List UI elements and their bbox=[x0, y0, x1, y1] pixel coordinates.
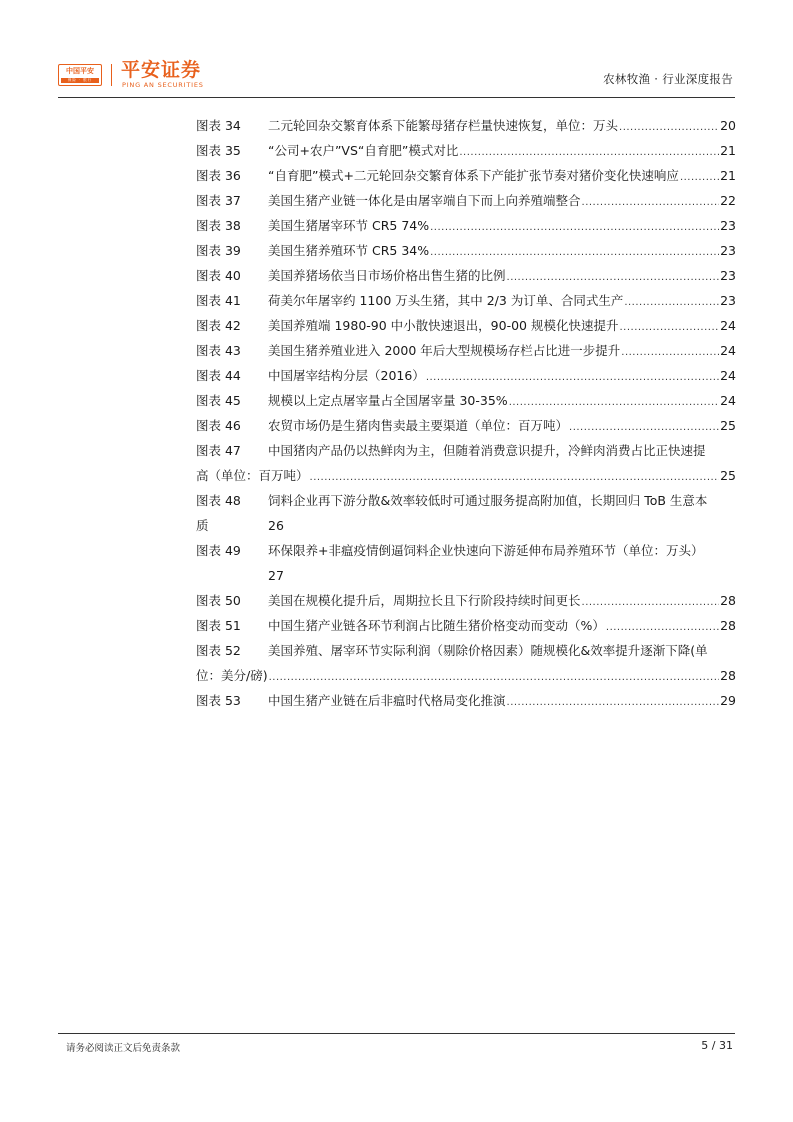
toc-entry-label: 图表 40 bbox=[196, 268, 241, 283]
toc-leader-dots bbox=[459, 140, 719, 165]
toc-leader-dots bbox=[619, 315, 719, 340]
toc-entry-label: 图表 37 bbox=[196, 193, 241, 208]
toc-leader-dots bbox=[582, 190, 720, 215]
toc-entry-label: 图表 48 bbox=[196, 493, 241, 508]
toc-entry-title: 中国生猪产业链在后非瘟时代格局变化推演 bbox=[268, 693, 506, 708]
toc-entry[interactable] bbox=[196, 313, 736, 338]
toc-leader-dots bbox=[582, 590, 720, 615]
toc-entry-page: 23 bbox=[720, 293, 736, 308]
toc-entry-page: 23 bbox=[720, 218, 736, 233]
toc-entry-title: 环保限养+非瘟疫情倒逼饲料企业快速向下游延伸布局养殖环节（单位：万头） bbox=[268, 543, 704, 558]
toc-entry-title-cont: 位：美分/磅) bbox=[196, 668, 268, 683]
toc-leader-dots bbox=[430, 240, 719, 265]
toc-leader-dots bbox=[310, 465, 720, 490]
toc-leader-dots bbox=[269, 665, 720, 690]
toc-entry-label: 图表 38 bbox=[196, 218, 241, 233]
logo-box-subtext: 保险 · 银行 bbox=[61, 78, 99, 83]
toc-entry-page: 23 bbox=[720, 268, 736, 283]
toc-entry-page: 23 bbox=[720, 243, 736, 258]
toc-entry[interactable] bbox=[196, 338, 736, 363]
toc-entry[interactable] bbox=[196, 213, 736, 238]
toc-leader-dots bbox=[621, 340, 719, 365]
toc-entry[interactable] bbox=[196, 288, 736, 313]
toc-leader-dots bbox=[619, 115, 719, 140]
disclaimer: 请务必阅读正文后免责条款 bbox=[66, 1043, 181, 1054]
toc-entry-title: 中国屠宰结构分层（2016） bbox=[268, 368, 425, 383]
toc-entry-label: 图表 39 bbox=[196, 243, 241, 258]
logo-divider bbox=[111, 64, 112, 86]
toc-leader-dots bbox=[680, 165, 719, 190]
toc-entry-title: 美国养殖、屠宰环节实际利润（剔除价格因素）随规模化&效率提升逐渐下降(单 bbox=[268, 643, 708, 658]
toc-entry-title-cont: 质 bbox=[196, 518, 209, 533]
toc-entry-page: 24 bbox=[720, 368, 736, 383]
toc-entry-page: 24 bbox=[720, 393, 736, 408]
toc-entry[interactable] bbox=[196, 238, 736, 263]
toc-entry-title: 中国猪肉产品仍以热鲜肉为主，但随着消费意识提升，冷鲜肉消费占比正快速提 bbox=[268, 443, 706, 458]
toc-entry[interactable] bbox=[196, 413, 736, 438]
toc-entry[interactable] bbox=[196, 538, 736, 588]
toc-entry-label: 图表 50 bbox=[196, 593, 241, 608]
toc-entry-label: 图表 45 bbox=[196, 393, 241, 408]
toc-entry[interactable] bbox=[196, 388, 736, 413]
toc-entry[interactable] bbox=[196, 688, 736, 713]
toc-entry-title: 饲料企业再下游分散&效率较低时可通过服务提高附加值，长期回归 ToB 生意本 bbox=[268, 493, 708, 508]
toc-entry-label: 图表 44 bbox=[196, 368, 241, 383]
toc-entry-label: 图表 42 bbox=[196, 318, 241, 333]
toc-entry[interactable] bbox=[196, 613, 736, 638]
page-header bbox=[0, 0, 793, 100]
toc-entry-title: 美国养猪场依当日市场价格出售生猪的比例 bbox=[268, 268, 506, 283]
toc-entry-label: 图表 47 bbox=[196, 443, 241, 458]
toc-entry-label: 图表 49 bbox=[196, 543, 241, 558]
toc-entry-label: 图表 51 bbox=[196, 618, 241, 633]
toc-entry-title: “公司+农户”VS“自育肥”模式对比 bbox=[268, 143, 459, 158]
toc-entry-label: 图表 35 bbox=[196, 143, 241, 158]
toc-entry[interactable] bbox=[196, 263, 736, 288]
footer-rule bbox=[58, 1033, 735, 1034]
toc-entry-title: 美国生猪养殖环节 CR5 34% bbox=[268, 243, 430, 258]
toc-entry-page: 25 bbox=[720, 468, 736, 483]
toc-entry[interactable] bbox=[196, 588, 736, 613]
toc-entry-title-cont: 高（单位：百万吨） bbox=[196, 468, 309, 483]
toc-entry-label: 图表 53 bbox=[196, 693, 241, 708]
toc-entry-title: 美国生猪屠宰环节 CR5 74% bbox=[268, 218, 430, 233]
toc-entry-page: 26 bbox=[268, 518, 284, 533]
toc-entry-page: 20 bbox=[720, 118, 736, 133]
report-type: 农林牧渔 · 行业深度报告 bbox=[603, 72, 733, 86]
toc-entry-title: 美国生猪养殖业进入 2000 年后大型规模场存栏占比进一步提升 bbox=[268, 343, 621, 358]
toc-entry-page: 28 bbox=[720, 593, 736, 608]
toc-entry-label: 图表 41 bbox=[196, 293, 241, 308]
toc-entry[interactable] bbox=[196, 638, 736, 688]
toc-entry[interactable] bbox=[196, 138, 736, 163]
toc-entry[interactable] bbox=[196, 363, 736, 388]
toc-entry-title: “自育肥”模式+二元轮回杂交繁育体系下产能扩张节奏对猪价变化快速响应 bbox=[268, 168, 679, 183]
toc-entry[interactable] bbox=[196, 163, 736, 188]
page-number: 5 / 31 bbox=[701, 1039, 733, 1052]
toc-leader-dots bbox=[507, 265, 720, 290]
toc-entry-title: 中国生猪产业链各环节利润占比随生猪价格变动而变动（%） bbox=[268, 618, 605, 633]
toc-entry-title: 美国生猪产业链一体化是由屠宰端自下而上向养殖端整合 bbox=[268, 193, 581, 208]
toc-entry-title: 农贸市场仍是生猪肉售卖最主要渠道（单位：百万吨） bbox=[268, 418, 569, 433]
toc-entry-page: 28 bbox=[720, 618, 736, 633]
toc-entry-page: 24 bbox=[720, 318, 736, 333]
toc-entry-page: 29 bbox=[720, 693, 736, 708]
toc-entry-page: 27 bbox=[268, 568, 284, 583]
toc-leader-dots bbox=[569, 415, 719, 440]
toc-entry-title: 美国在规模化提升后，周期拉长且下行阶段持续时间更长 bbox=[268, 593, 581, 608]
toc-entry-page: 21 bbox=[720, 143, 736, 158]
toc-entry-label: 图表 46 bbox=[196, 418, 241, 433]
toc-leader-dots bbox=[430, 215, 719, 240]
toc-entry[interactable] bbox=[196, 113, 736, 138]
brand-name-cn: 平安证券 bbox=[121, 59, 202, 81]
toc-entry[interactable] bbox=[196, 438, 736, 488]
toc-entry[interactable] bbox=[196, 488, 736, 538]
toc-leader-dots bbox=[624, 290, 719, 315]
toc-leader-dots bbox=[426, 365, 719, 390]
toc-entry-title: 规模以上定点屠宰量占全国屠宰量 30-35% bbox=[268, 393, 508, 408]
toc-leader-dots bbox=[509, 390, 719, 415]
brand-name-en: PING AN SECURITIES bbox=[122, 81, 204, 89]
logo-box-text: 中国平安 bbox=[66, 67, 94, 75]
toc-entry-label: 图表 52 bbox=[196, 643, 241, 658]
toc-entry[interactable] bbox=[196, 188, 736, 213]
toc-entry-page: 28 bbox=[720, 668, 736, 683]
toc-leader-dots bbox=[606, 615, 719, 640]
header-rule bbox=[58, 97, 735, 98]
toc-entry-title: 二元轮回杂交繁育体系下能繁母猪存栏量快速恢复，单位：万头 bbox=[268, 118, 619, 133]
toc-entry-label: 图表 36 bbox=[196, 168, 241, 183]
table-of-figures bbox=[196, 113, 736, 713]
toc-entry-title: 美国养殖端 1980-90 中小散快速退出，90-00 规模化快速提升 bbox=[268, 318, 619, 333]
toc-entry-page: 24 bbox=[720, 343, 736, 358]
toc-entry-page: 22 bbox=[720, 193, 736, 208]
toc-entry-page: 21 bbox=[720, 168, 736, 183]
toc-entry-label: 图表 43 bbox=[196, 343, 241, 358]
toc-entry-page: 25 bbox=[720, 418, 736, 433]
toc-entry-label: 图表 34 bbox=[196, 118, 241, 133]
toc-leader-dots bbox=[507, 690, 720, 715]
toc-entry-title: 荷美尔年屠宰约 1100 万头生猪，其中 2/3 为订单、合同式生产 bbox=[268, 293, 624, 308]
pingan-group-logo bbox=[58, 64, 102, 86]
